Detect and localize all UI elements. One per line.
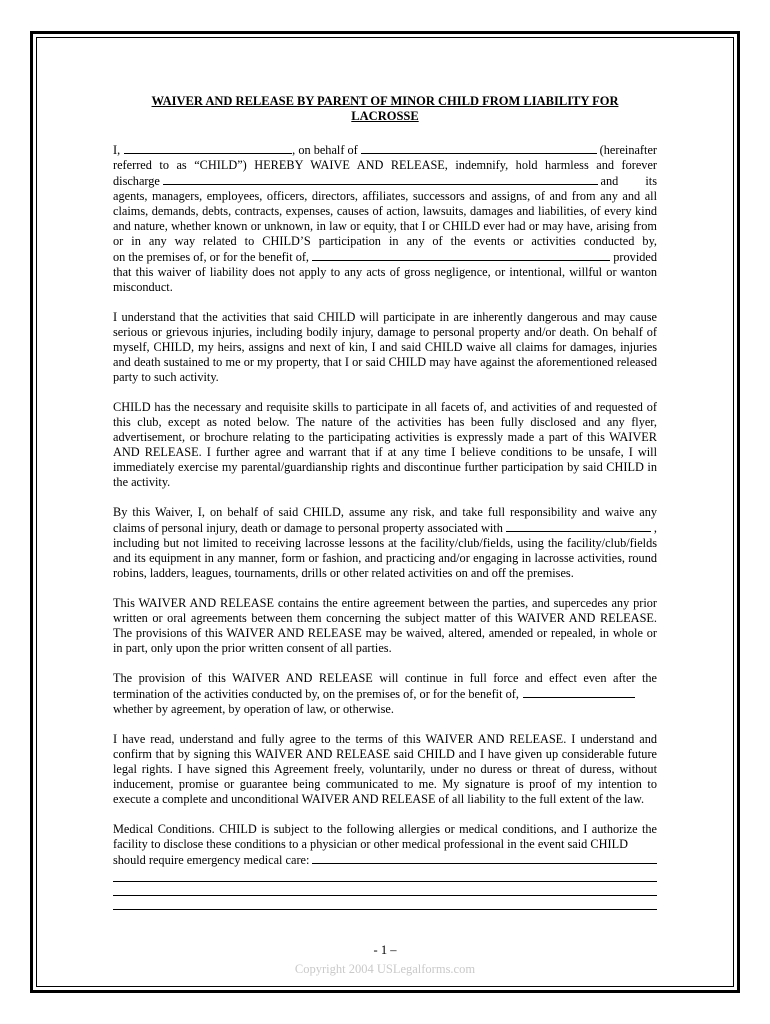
text-discharge: discharge bbox=[113, 174, 160, 188]
paragraph-entire-agreement: This WAIVER AND RELEASE contains the entire agreement between the parties, and supercedes any prior written or oral agreements between them concerning the subject matter of this WAIVER AND RELEASE. The provisions of this WAIVER AND RELEASE may be waived, altered, amended or repealed, in whole or in part, only upon the prior written consent of all parties. bbox=[113, 596, 657, 655]
text-termination: termination of the activities conducted by, on the premises of, or for the benefit of, bbox=[113, 687, 519, 701]
text-emergency: should require emergency medical care: bbox=[113, 853, 310, 867]
paragraph-release bbox=[113, 142, 657, 295]
document-title bbox=[113, 94, 657, 124]
paragraph-full-force bbox=[113, 671, 657, 717]
paragraph-risks: I understand that the activities that said CHILD will participate in are inherently dangerous and may cause serious or grievous injuries, including bodily injury, damage to personal property and/or death. On behalf of myself, CHILD, my heirs, assigns and next of kin, I and said CHILD waive all claims for damages, injuries and death sustained to me or my property, that I or said CHILD may have against the aforementioned released party to such activity. bbox=[113, 310, 657, 384]
text-i: I, bbox=[113, 143, 121, 157]
beneficiary-blank[interactable] bbox=[312, 249, 610, 261]
text-agents: agents, managers, employees, officers, directors, affiliates, successors and assigns, of and from any and all claims, demands, debts, contracts, expenses, causes of action, lawsuits, damages and liabilities, of every kind and nature, whether known or unknown, in law or equity, that I or CHILD ever had or may have, arising from or in any way related to CHILD’S participation in any of the events or activities conducted by, bbox=[113, 189, 657, 248]
text-on-behalf: , on behalf of bbox=[292, 143, 358, 157]
copyright-notice: Copyright 2004 USLegalforms.com bbox=[294, 962, 476, 976]
child-name-blank[interactable] bbox=[361, 142, 597, 154]
text-comma: , bbox=[653, 521, 657, 535]
activity-blank[interactable] bbox=[506, 520, 651, 532]
text-provision: The provision of this WAIVER AND RELEASE will continue in full force and effect even after the bbox=[113, 671, 657, 685]
title-line-1: WAIVER AND RELEASE BY PARENT OF MINOR CHILD FROM LIABILITY FOR bbox=[151, 94, 619, 108]
medical-conditions-blank[interactable] bbox=[312, 852, 657, 864]
text-and-its: and its bbox=[600, 174, 657, 188]
text-hereinafter: (hereinafter bbox=[599, 143, 657, 157]
paragraph-agreement: I have read, understand and fully agree to the terms of this WAIVER AND RELEASE. I understand and confirm that by signing this WAIVER AND RELEASE said CHILD and I have given up considerable future legal rights. I have signed this Agreement freely, voluntarily, under no duress or threat of duress, without inducement, promise or guarantee being communicated to me. My signature is proof of my intention to execute a complete and unconditional WAIVER AND RELEASE of all liability to the full extent of the law. bbox=[113, 732, 657, 806]
text-referred: referred to as “CHILD”) HEREBY WAIVE AND RELEASE, indemnify, hold harmless and forever bbox=[113, 158, 657, 172]
text-medical: Medical Conditions. CHILD is subject to the following allergies or medical conditions, and I authorize the facility to disclose these conditions to a physician or other medical professional in the event said CHILD bbox=[113, 822, 657, 851]
medical-line-4[interactable] bbox=[113, 896, 657, 910]
text-gross-negligence: that this waiver of liability does not apply to any acts of gross negligence, or intentional, willful or wanton misconduct. bbox=[113, 265, 657, 294]
paragraph-skills: CHILD has the necessary and requisite skills to participate in all facets of, and activities of and requested of this club, except as noted below. The nature of the activities has been fully disclosed and any flyer, advertisement, or brochure relating to the participating activities is expressly made a part of this WAIVER AND RELEASE. I further agree and warrant that if at any time I believe conditions to be unsafe, I will immediately exercise my parental/guardianship rights and discontinue further participation by said CHILD in the activity. bbox=[113, 400, 657, 489]
document-body bbox=[113, 94, 657, 925]
medical-line-3[interactable] bbox=[113, 882, 657, 896]
text-whether: whether by agreement, by operation of law, or otherwise. bbox=[113, 702, 394, 716]
paragraph-assume-risk bbox=[113, 505, 657, 581]
paragraph-medical bbox=[113, 822, 657, 910]
page-number: - 1 – bbox=[373, 943, 397, 957]
text-claims-associated: claims of personal injury, death or damage to personal property associated with bbox=[113, 521, 503, 535]
title-line-2: LACROSSE bbox=[351, 109, 419, 123]
text-including: including but not limited to receiving lacrosse lessons at the facility/club/fields, using the facility/club/fields and its equipment in any manner, form or fashion, and practicing and/or engaging in lacrosse activities, round robins, ladders, leagues, tournaments, drills or other related activities on and off the premises. bbox=[113, 536, 657, 580]
text-provided: provided bbox=[613, 250, 657, 264]
medical-line-2[interactable] bbox=[113, 868, 657, 882]
released-party-blank[interactable] bbox=[163, 173, 598, 185]
text-premises: on the premises of, or for the benefit of, bbox=[113, 250, 310, 264]
termination-party-blank[interactable] bbox=[523, 686, 635, 698]
parent-name-blank[interactable] bbox=[124, 142, 292, 154]
text-by-this-waiver: By this Waiver, I, on behalf of said CHILD, assume any risk, and take full responsibility and waive any bbox=[113, 505, 657, 519]
